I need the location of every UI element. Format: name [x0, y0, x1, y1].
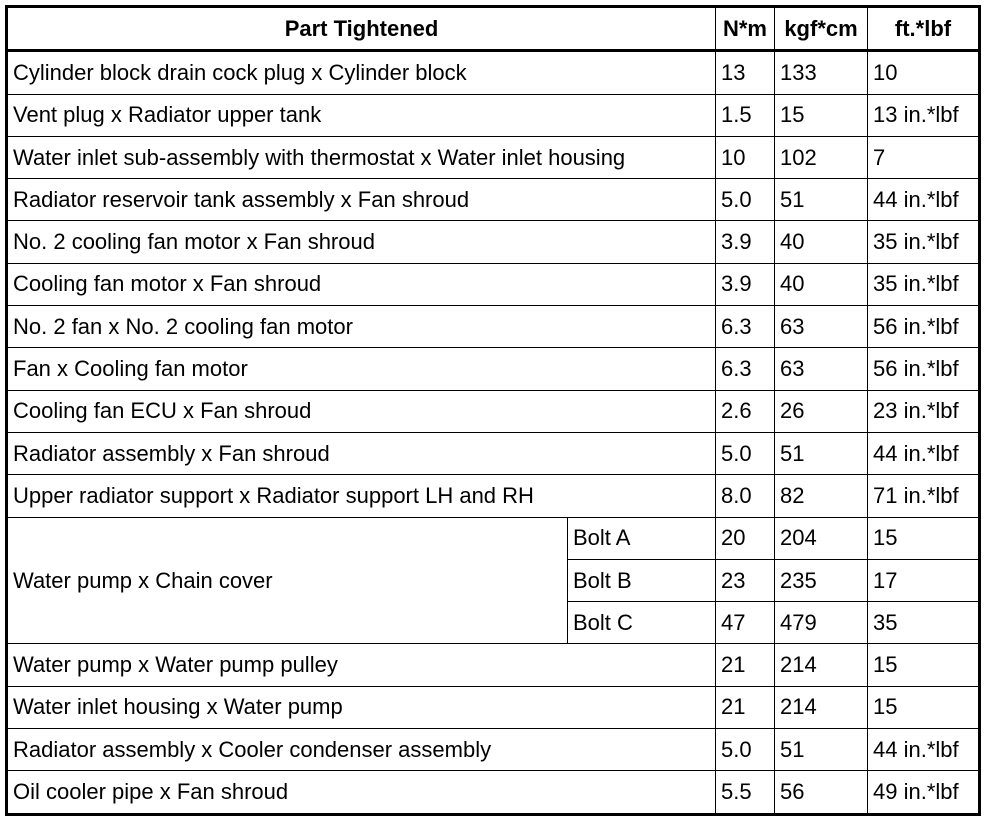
nm-cell: 47	[716, 602, 775, 644]
kgfcm-cell: 102	[775, 136, 868, 178]
ftlbf-cell: 7	[868, 136, 980, 178]
ftlbf-cell: 56 in.*lbf	[868, 348, 980, 390]
table-row	[7, 94, 980, 136]
kgfcm-cell: 40	[775, 221, 868, 263]
nm-cell: 10	[716, 136, 775, 178]
ftlbf-cell: 17	[868, 559, 980, 601]
kgfcm-cell: 235	[775, 559, 868, 601]
header-nm: N*m	[716, 7, 775, 51]
table-row	[7, 179, 980, 221]
nm-cell: 23	[716, 559, 775, 601]
bolt-cell: Bolt C	[568, 602, 716, 644]
part-cell: Cooling fan motor x Fan shroud	[7, 263, 716, 305]
kgfcm-cell: 26	[775, 390, 868, 432]
kgfcm-cell: 479	[775, 602, 868, 644]
header-ftlbf: ft.*lbf	[868, 7, 980, 51]
bolt-cell: Bolt A	[568, 517, 716, 559]
ftlbf-cell: 10	[868, 51, 980, 94]
part-cell: Radiator reservoir tank assembly x Fan shroud	[7, 179, 716, 221]
table-row	[7, 644, 980, 686]
ftlbf-cell: 13 in.*lbf	[868, 94, 980, 136]
ftlbf-cell: 15	[868, 644, 980, 686]
part-cell: Water pump x Water pump pulley	[7, 644, 716, 686]
ftlbf-cell: 44 in.*lbf	[868, 432, 980, 474]
part-cell: Fan x Cooling fan motor	[7, 348, 716, 390]
nm-cell: 6.3	[716, 306, 775, 348]
part-cell: Cooling fan ECU x Fan shroud	[7, 390, 716, 432]
table-row	[7, 390, 980, 432]
nm-cell: 3.9	[716, 221, 775, 263]
kgfcm-cell: 56	[775, 771, 868, 814]
ftlbf-cell: 23 in.*lbf	[868, 390, 980, 432]
table-row	[7, 221, 980, 263]
part-cell: Cylinder block drain cock plug x Cylinder block	[7, 51, 716, 94]
table-row	[7, 136, 980, 178]
ftlbf-cell: 56 in.*lbf	[868, 306, 980, 348]
nm-cell: 13	[716, 51, 775, 94]
part-cell: Upper radiator support x Radiator support LH and RH	[7, 475, 716, 517]
header-part-tightened: Part Tightened	[7, 7, 716, 51]
ftlbf-cell: 49 in.*lbf	[868, 771, 980, 814]
header-kgfcm: kgf*cm	[775, 7, 868, 51]
table-row	[7, 771, 980, 814]
kgfcm-cell: 63	[775, 306, 868, 348]
table-row	[7, 348, 980, 390]
nm-cell: 20	[716, 517, 775, 559]
kgfcm-cell: 40	[775, 263, 868, 305]
table-row	[7, 306, 980, 348]
part-cell: Vent plug x Radiator upper tank	[7, 94, 716, 136]
nm-cell: 8.0	[716, 475, 775, 517]
ftlbf-cell: 44 in.*lbf	[868, 729, 980, 771]
nm-cell: 1.5	[716, 94, 775, 136]
nm-cell: 5.0	[716, 729, 775, 771]
ftlbf-cell: 35	[868, 602, 980, 644]
torque-spec-table	[5, 5, 981, 816]
nm-cell: 6.3	[716, 348, 775, 390]
nm-cell: 3.9	[716, 263, 775, 305]
header-row	[7, 7, 980, 51]
nm-cell: 21	[716, 686, 775, 728]
part-cell: Water inlet housing x Water pump	[7, 686, 716, 728]
nm-cell: 5.5	[716, 771, 775, 814]
ftlbf-cell: 35 in.*lbf	[868, 221, 980, 263]
table-row	[7, 432, 980, 474]
part-cell: Oil cooler pipe x Fan shroud	[7, 771, 716, 814]
kgfcm-cell: 133	[775, 51, 868, 94]
nm-cell: 21	[716, 644, 775, 686]
kgfcm-cell: 15	[775, 94, 868, 136]
table-row	[7, 475, 980, 517]
part-cell: Radiator assembly x Fan shroud	[7, 432, 716, 474]
nm-cell: 5.0	[716, 179, 775, 221]
kgfcm-cell: 51	[775, 432, 868, 474]
kgfcm-cell: 214	[775, 686, 868, 728]
group-part-cell: Water pump x Chain cover	[7, 517, 568, 644]
part-cell: No. 2 cooling fan motor x Fan shroud	[7, 221, 716, 263]
kgfcm-cell: 214	[775, 644, 868, 686]
kgfcm-cell: 51	[775, 729, 868, 771]
table-row	[7, 517, 980, 559]
kgfcm-cell: 204	[775, 517, 868, 559]
kgfcm-cell: 82	[775, 475, 868, 517]
kgfcm-cell: 63	[775, 348, 868, 390]
table-row	[7, 263, 980, 305]
part-cell: Water inlet sub-assembly with thermostat x Water inlet housing	[7, 136, 716, 178]
kgfcm-cell: 51	[775, 179, 868, 221]
ftlbf-cell: 71 in.*lbf	[868, 475, 980, 517]
nm-cell: 2.6	[716, 390, 775, 432]
table-row	[7, 51, 980, 94]
ftlbf-cell: 15	[868, 686, 980, 728]
table-row	[7, 729, 980, 771]
part-cell: No. 2 fan x No. 2 cooling fan motor	[7, 306, 716, 348]
table-row	[7, 686, 980, 728]
ftlbf-cell: 44 in.*lbf	[868, 179, 980, 221]
bolt-cell: Bolt B	[568, 559, 716, 601]
ftlbf-cell: 15	[868, 517, 980, 559]
ftlbf-cell: 35 in.*lbf	[868, 263, 980, 305]
part-cell: Radiator assembly x Cooler condenser assembly	[7, 729, 716, 771]
nm-cell: 5.0	[716, 432, 775, 474]
